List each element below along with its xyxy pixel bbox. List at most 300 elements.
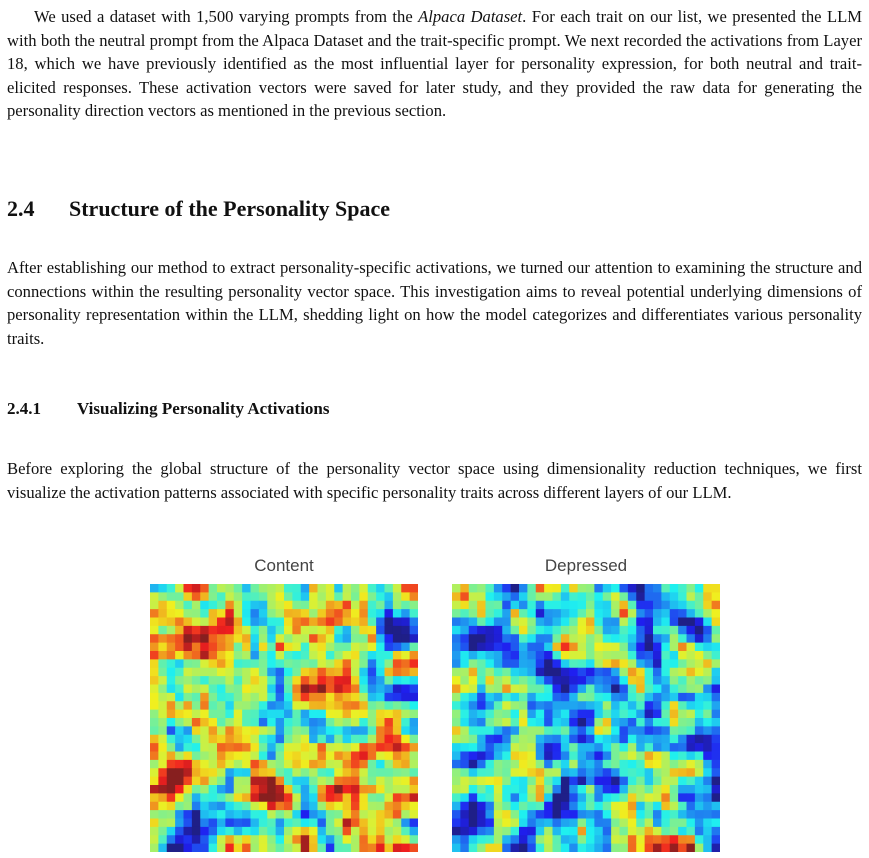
heatmap-depressed-cell bbox=[544, 676, 553, 685]
heatmap-depressed-cell bbox=[553, 793, 562, 802]
heatmap-depressed-cell bbox=[486, 760, 495, 769]
heatmap-content-cell bbox=[200, 760, 209, 769]
heatmap-depressed-cell bbox=[620, 760, 629, 769]
heatmap-content-cell bbox=[167, 752, 176, 761]
heatmap-depressed-cell bbox=[477, 793, 486, 802]
heatmap-content-cell bbox=[276, 618, 285, 627]
heatmap-content-cell bbox=[259, 752, 268, 761]
heatmap-content-cell bbox=[192, 835, 201, 844]
heatmap-content-cell bbox=[326, 659, 335, 668]
heatmap-depressed-cell bbox=[544, 668, 553, 677]
heatmap-content-cell bbox=[209, 819, 218, 828]
heatmap-depressed-cell bbox=[536, 735, 545, 744]
heatmap-content-cell bbox=[192, 752, 201, 761]
heatmap-content-cell bbox=[217, 676, 226, 685]
heatmap-depressed-cell bbox=[452, 592, 461, 601]
heatmap-depressed-cell bbox=[603, 618, 612, 627]
heatmap-depressed-cell bbox=[553, 726, 562, 735]
heatmap-depressed-cell bbox=[469, 827, 478, 836]
heatmap-depressed-cell bbox=[620, 626, 629, 635]
heatmap-content-cell bbox=[359, 626, 368, 635]
heatmap-depressed-cell bbox=[536, 785, 545, 794]
heatmap-depressed-cell bbox=[544, 710, 553, 719]
heatmap-depressed-cell bbox=[544, 634, 553, 643]
heatmap-content-cell bbox=[376, 777, 385, 786]
heatmap-depressed-cell bbox=[494, 735, 503, 744]
heatmap-depressed-cell bbox=[561, 844, 570, 852]
heatmap-depressed-cell bbox=[661, 701, 670, 710]
heatmap-depressed-cell bbox=[519, 634, 528, 643]
heatmap-content-cell bbox=[234, 676, 243, 685]
heatmap-content-cell bbox=[192, 659, 201, 668]
heatmap-content-cell bbox=[184, 743, 193, 752]
heatmap-depressed-cell bbox=[536, 693, 545, 702]
heatmap-depressed-cell bbox=[460, 743, 469, 752]
heatmap-depressed-cell bbox=[569, 760, 578, 769]
heatmap-depressed-cell bbox=[561, 760, 570, 769]
heatmap-content-cell bbox=[410, 777, 418, 786]
heatmap-depressed-cell bbox=[645, 584, 654, 593]
heatmap-content-cell bbox=[359, 810, 368, 819]
heatmap-depressed-cell bbox=[670, 752, 679, 761]
heatmap-depressed-cell bbox=[486, 743, 495, 752]
heatmap-content-cell bbox=[351, 609, 360, 618]
heatmap-content-cell bbox=[167, 777, 176, 786]
heatmap-content-cell bbox=[368, 668, 377, 677]
heatmap-depressed-cell bbox=[695, 735, 704, 744]
heatmap-depressed-cell bbox=[452, 777, 461, 786]
heatmap-depressed-cell bbox=[519, 592, 528, 601]
heatmap-content-cell bbox=[401, 584, 410, 593]
heatmap-depressed-cell bbox=[603, 584, 612, 593]
heatmap-content-cell bbox=[301, 634, 310, 643]
heatmap-depressed-cell bbox=[712, 634, 720, 643]
heatmap-content-cell bbox=[334, 626, 343, 635]
heatmap-depressed-cell bbox=[611, 777, 620, 786]
heatmap-depressed-cell bbox=[611, 835, 620, 844]
heatmap-depressed-cell bbox=[687, 785, 696, 794]
heatmap-content-cell bbox=[326, 768, 335, 777]
heatmap-content-cell bbox=[410, 618, 418, 627]
heatmap-depressed-cell bbox=[561, 743, 570, 752]
heatmap-content-cell bbox=[326, 634, 335, 643]
heatmap-content-cell bbox=[334, 659, 343, 668]
heatmap-content-cell bbox=[150, 592, 159, 601]
heatmap-content-cell bbox=[175, 785, 184, 794]
heatmap-content-cell bbox=[225, 819, 234, 828]
heatmap-depressed-cell bbox=[603, 592, 612, 601]
heatmap-depressed-cell bbox=[578, 701, 587, 710]
heatmap-content-cell bbox=[309, 718, 318, 727]
heatmap-content-cell bbox=[401, 785, 410, 794]
heatmap-depressed-cell bbox=[519, 760, 528, 769]
heatmap-depressed-cell bbox=[620, 718, 629, 727]
heatmap-content-cell bbox=[209, 584, 218, 593]
heatmap-content-cell bbox=[309, 601, 318, 610]
heatmap-depressed-cell bbox=[687, 659, 696, 668]
heatmap-depressed-cell bbox=[460, 626, 469, 635]
heatmap-depressed-cell bbox=[670, 651, 679, 660]
heatmap-content-cell bbox=[225, 685, 234, 694]
heatmap-content-cell bbox=[351, 819, 360, 828]
heatmap-depressed-cell bbox=[620, 584, 629, 593]
heatmap-depressed-cell bbox=[611, 626, 620, 635]
heatmap-content-cell bbox=[192, 718, 201, 727]
heatmap-content-cell bbox=[359, 643, 368, 652]
heatmap-depressed-cell bbox=[544, 760, 553, 769]
heatmap-content-cell bbox=[351, 777, 360, 786]
heatmap-depressed-cell bbox=[469, 676, 478, 685]
heatmap-content-cell bbox=[301, 743, 310, 752]
heatmap-depressed-cell bbox=[502, 592, 511, 601]
heatmap-content-cell bbox=[301, 726, 310, 735]
heatmap-content-cell bbox=[150, 802, 159, 811]
heatmap-content-cell bbox=[401, 710, 410, 719]
heatmap-depressed-cell bbox=[645, 592, 654, 601]
heatmap-content-cell bbox=[217, 743, 226, 752]
heatmap-depressed-cell bbox=[569, 777, 578, 786]
heatmap-depressed-cell bbox=[536, 592, 545, 601]
heatmap-depressed-cell bbox=[586, 651, 595, 660]
heatmap-depressed-cell bbox=[486, 735, 495, 744]
heatmap-depressed-cell bbox=[703, 618, 712, 627]
heatmap-content-cell bbox=[410, 810, 418, 819]
heatmap-content-cell bbox=[284, 785, 293, 794]
heatmap-depressed-cell bbox=[703, 835, 712, 844]
heatmap-content-cell bbox=[359, 718, 368, 727]
heatmap-depressed-cell bbox=[678, 592, 687, 601]
heatmap-content-cell bbox=[175, 726, 184, 735]
heatmap-content-cell bbox=[242, 676, 251, 685]
heatmap-content-cell bbox=[225, 609, 234, 618]
heatmap-content-cell bbox=[284, 676, 293, 685]
heatmap-depressed-cell bbox=[594, 659, 603, 668]
heatmap-content-cell bbox=[150, 752, 159, 761]
heatmap-depressed-cell bbox=[661, 760, 670, 769]
heatmap-depressed-cell bbox=[636, 601, 645, 610]
heatmap-depressed-cell bbox=[460, 676, 469, 685]
heatmap-depressed-cell bbox=[678, 752, 687, 761]
heatmap-depressed-cell bbox=[594, 626, 603, 635]
heatmap-depressed-cell bbox=[486, 626, 495, 635]
heatmap-depressed-cell bbox=[653, 626, 662, 635]
heatmap-content-cell bbox=[217, 844, 226, 852]
heatmap-depressed-cell bbox=[687, 802, 696, 811]
heatmap-content-cell bbox=[234, 752, 243, 761]
heatmap-content-cell bbox=[267, 793, 276, 802]
heatmap-depressed-cell bbox=[569, 701, 578, 710]
heatmap-content-cell bbox=[217, 592, 226, 601]
heatmap-content-cell bbox=[234, 685, 243, 694]
heatmap-content-cell bbox=[150, 793, 159, 802]
heatmap-content-cell bbox=[276, 785, 285, 794]
heatmap-depressed-cell bbox=[687, 668, 696, 677]
heatmap-depressed-cell bbox=[594, 609, 603, 618]
heatmap-depressed-cell bbox=[561, 777, 570, 786]
heatmap-content-cell bbox=[359, 601, 368, 610]
heatmap-content-cell bbox=[301, 685, 310, 694]
heatmap-content-cell bbox=[351, 592, 360, 601]
heatmap-depressed-cell bbox=[460, 609, 469, 618]
heatmap-depressed-cell bbox=[712, 726, 720, 735]
heatmap-depressed-cell bbox=[636, 844, 645, 852]
heatmap-content-cell bbox=[410, 768, 418, 777]
heatmap-depressed-cell bbox=[536, 601, 545, 610]
heatmap-content-cell bbox=[234, 618, 243, 627]
heatmap-content-cell bbox=[276, 668, 285, 677]
heatmap-content-cell bbox=[259, 668, 268, 677]
heatmap-depressed-cell bbox=[527, 752, 536, 761]
heatmap-content-cell bbox=[225, 752, 234, 761]
heatmap-depressed-cell bbox=[544, 743, 553, 752]
heatmap-depressed-cell bbox=[670, 634, 679, 643]
heatmap-depressed-cell bbox=[620, 835, 629, 844]
heatmap-depressed-cell bbox=[494, 659, 503, 668]
heatmap-content-cell bbox=[309, 626, 318, 635]
heatmap-depressed-cell bbox=[628, 844, 637, 852]
heatmap-content-cell bbox=[368, 793, 377, 802]
heatmap-depressed-cell bbox=[712, 743, 720, 752]
heatmap-depressed-cell bbox=[603, 810, 612, 819]
heatmap-content-cell bbox=[292, 802, 301, 811]
heatmap-depressed-cell bbox=[628, 710, 637, 719]
heatmap-depressed-cell bbox=[620, 609, 629, 618]
heatmap-content-cell bbox=[234, 844, 243, 852]
heatmap-content-cell bbox=[276, 793, 285, 802]
heatmap-content-cell bbox=[284, 844, 293, 852]
heatmap-depressed-cell bbox=[620, 710, 629, 719]
heatmap-content-cell bbox=[225, 726, 234, 735]
heatmap-depressed-cell bbox=[678, 601, 687, 610]
heatmap-depressed-cell bbox=[594, 701, 603, 710]
heatmap-content-cell bbox=[276, 592, 285, 601]
heatmap-content-cell bbox=[200, 793, 209, 802]
heatmap-content-cell bbox=[351, 651, 360, 660]
heatmap-depressed-cell bbox=[544, 584, 553, 593]
heatmap-depressed-cell bbox=[561, 710, 570, 719]
heatmap-content-cell bbox=[184, 819, 193, 828]
heatmap-content-cell bbox=[343, 626, 352, 635]
heatmap-depressed-cell bbox=[678, 835, 687, 844]
heatmap-content-cell bbox=[410, 844, 418, 852]
heatmap-depressed-cell bbox=[469, 793, 478, 802]
heatmap-depressed-cell bbox=[477, 743, 486, 752]
heatmap-depressed-cell bbox=[678, 651, 687, 660]
heatmap-content-cell bbox=[158, 752, 167, 761]
heatmap-content-cell bbox=[242, 827, 251, 836]
heatmap-content-cell bbox=[318, 726, 327, 735]
heatmap-depressed-cell bbox=[569, 718, 578, 727]
heatmap-content-cell bbox=[259, 643, 268, 652]
heatmap-content-cell bbox=[334, 701, 343, 710]
heatmap-content-cell bbox=[326, 676, 335, 685]
heatmap-content-cell bbox=[242, 668, 251, 677]
heatmap-depressed-cell bbox=[670, 643, 679, 652]
heatmap-depressed-cell bbox=[678, 802, 687, 811]
heatmap-content-cell bbox=[301, 844, 310, 852]
heatmap-depressed-cell bbox=[586, 618, 595, 627]
heatmap-depressed-cell bbox=[460, 659, 469, 668]
heatmap-depressed-cell bbox=[636, 726, 645, 735]
heatmap-depressed-cell bbox=[611, 634, 620, 643]
heatmap-content-cell bbox=[284, 760, 293, 769]
heatmap-depressed-cell bbox=[645, 659, 654, 668]
heatmap-content-cell bbox=[192, 643, 201, 652]
heatmap-depressed-cell bbox=[661, 601, 670, 610]
heatmap-content-cell bbox=[225, 651, 234, 660]
heatmap-depressed-cell bbox=[678, 584, 687, 593]
heatmap-content-cell bbox=[276, 609, 285, 618]
heatmap-content-cell bbox=[217, 693, 226, 702]
heatmap-depressed-cell bbox=[477, 618, 486, 627]
heatmap-depressed-cell bbox=[494, 768, 503, 777]
heatmap-depressed-cell bbox=[586, 626, 595, 635]
heatmap-content-cell bbox=[309, 777, 318, 786]
heatmap-content-cell bbox=[158, 601, 167, 610]
heatmap-content-cell bbox=[326, 743, 335, 752]
heatmap-depressed-cell bbox=[661, 802, 670, 811]
heatmap-content-cell bbox=[393, 718, 402, 727]
heatmap-depressed-cell bbox=[544, 726, 553, 735]
heatmap-depressed-cell bbox=[670, 618, 679, 627]
heatmap-content-cell bbox=[242, 592, 251, 601]
heatmap-depressed-cell bbox=[712, 676, 720, 685]
heatmap-depressed-cell bbox=[536, 618, 545, 627]
heatmap-content-cell bbox=[343, 584, 352, 593]
heatmap-content-cell bbox=[376, 643, 385, 652]
heatmap-content-cell bbox=[376, 735, 385, 744]
heatmap-depressed-cell bbox=[594, 618, 603, 627]
heatmap-content-cell bbox=[276, 701, 285, 710]
heatmap-depressed-cell bbox=[586, 835, 595, 844]
heatmap-depressed-cell bbox=[469, 735, 478, 744]
heatmap-content-cell bbox=[267, 844, 276, 852]
heatmap-content-cell bbox=[284, 592, 293, 601]
heatmap-content-cell bbox=[192, 626, 201, 635]
heatmap-depressed-cell bbox=[519, 785, 528, 794]
heatmap-depressed-cell bbox=[603, 844, 612, 852]
heatmap-depressed-cell bbox=[670, 718, 679, 727]
heatmap-content-cell bbox=[158, 685, 167, 694]
heatmap-content-cell bbox=[359, 685, 368, 694]
heatmap-content-cell bbox=[292, 768, 301, 777]
heatmap-content-cell bbox=[318, 718, 327, 727]
heatmap-depressed-cell bbox=[477, 768, 486, 777]
heatmap-content-cell bbox=[209, 676, 218, 685]
heatmap-content-cell bbox=[410, 592, 418, 601]
heatmap-content-cell bbox=[393, 668, 402, 677]
heatmap-content-cell bbox=[276, 659, 285, 668]
heatmap-content-cell bbox=[359, 793, 368, 802]
heatmap-depressed-cell bbox=[527, 718, 536, 727]
heatmap-content-cell bbox=[343, 643, 352, 652]
heatmap-depressed-cell bbox=[661, 810, 670, 819]
heatmap-content-cell bbox=[242, 701, 251, 710]
heatmap-content-cell bbox=[234, 735, 243, 744]
heatmap-depressed-cell bbox=[636, 659, 645, 668]
heatmap-content-cell bbox=[368, 651, 377, 660]
heatmap-content-cell bbox=[209, 685, 218, 694]
heatmap-depressed-cell bbox=[569, 592, 578, 601]
heatmap-content-cell bbox=[393, 584, 402, 593]
heatmap-content-cell bbox=[217, 827, 226, 836]
heatmap-depressed-cell bbox=[578, 768, 587, 777]
heatmap-content-cell bbox=[267, 618, 276, 627]
heatmap-depressed-cell bbox=[460, 710, 469, 719]
heatmap-content-cell bbox=[385, 802, 394, 811]
heatmap-content-cell bbox=[284, 609, 293, 618]
heatmap-depressed-cell bbox=[477, 835, 486, 844]
heatmap-content-cell bbox=[359, 735, 368, 744]
heatmap-content-cell bbox=[200, 584, 209, 593]
heatmap-content-cell bbox=[209, 827, 218, 836]
heatmap-depressed-cell bbox=[653, 777, 662, 786]
heatmap-depressed-cell bbox=[494, 609, 503, 618]
heatmap-content-cell bbox=[368, 592, 377, 601]
heatmap-depressed-cell bbox=[712, 760, 720, 769]
heatmap-content-cell bbox=[234, 819, 243, 828]
heatmap-content-cell bbox=[334, 827, 343, 836]
heatmap-depressed-cell bbox=[678, 827, 687, 836]
heatmap-content-cell bbox=[284, 710, 293, 719]
heatmap-content-cell bbox=[359, 676, 368, 685]
heatmap-depressed-cell bbox=[712, 844, 720, 852]
heatmap-content-cell bbox=[192, 676, 201, 685]
heatmap-depressed-cell bbox=[670, 768, 679, 777]
heatmap-content-cell bbox=[410, 827, 418, 836]
heatmap-depressed-cell bbox=[620, 601, 629, 610]
heatmap-content-cell bbox=[359, 777, 368, 786]
heatmap-content-cell bbox=[217, 726, 226, 735]
heatmap-depressed-cell bbox=[578, 743, 587, 752]
heatmap-depressed-cell bbox=[561, 819, 570, 828]
heatmap-depressed-cell bbox=[544, 601, 553, 610]
heatmap-content-cell bbox=[309, 752, 318, 761]
heatmap-depressed-cell bbox=[620, 668, 629, 677]
heatmap-content-cell bbox=[410, 693, 418, 702]
heatmap-content-cell bbox=[301, 768, 310, 777]
heatmap-content-cell bbox=[301, 668, 310, 677]
heatmap-content-cell bbox=[217, 835, 226, 844]
heatmap-depressed-cell bbox=[628, 777, 637, 786]
heatmap-depressed-cell bbox=[511, 718, 520, 727]
heatmap-content-cell bbox=[318, 793, 327, 802]
heatmap-content-cell bbox=[259, 601, 268, 610]
heatmap-depressed-cell bbox=[603, 743, 612, 752]
heatmap-content-cell bbox=[368, 819, 377, 828]
heatmap-depressed-cell bbox=[494, 844, 503, 852]
heatmap-content-cell bbox=[376, 693, 385, 702]
heatmap-content-cell bbox=[184, 768, 193, 777]
heatmap-content-cell bbox=[343, 718, 352, 727]
heatmap-content-cell bbox=[251, 659, 260, 668]
heatmap-depressed-cell bbox=[536, 701, 545, 710]
heatmap-content-cell bbox=[318, 659, 327, 668]
heatmap-depressed-cell bbox=[569, 618, 578, 627]
heatmap-content-cell bbox=[393, 827, 402, 836]
heatmap-depressed-cell bbox=[628, 659, 637, 668]
heatmap-content-cell bbox=[410, 584, 418, 593]
heatmap-content-cell bbox=[351, 584, 360, 593]
heatmap-depressed-cell bbox=[469, 810, 478, 819]
heatmap-content-cell bbox=[318, 643, 327, 652]
heatmap-content-cell bbox=[309, 743, 318, 752]
heatmap-content-cell bbox=[259, 718, 268, 727]
heatmap-depressed-cell bbox=[494, 634, 503, 643]
heatmap-content-cell bbox=[200, 651, 209, 660]
heatmap-depressed-cell bbox=[678, 618, 687, 627]
heatmap-content-cell bbox=[175, 634, 184, 643]
